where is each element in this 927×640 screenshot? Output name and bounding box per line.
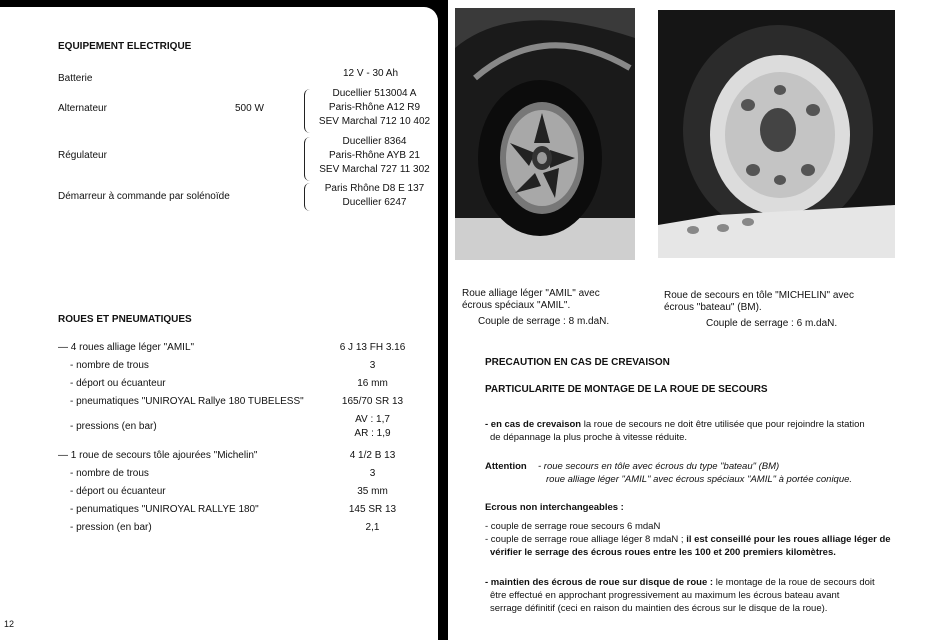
demarreur-label: Démarreur à commande par solénoïde bbox=[58, 191, 230, 202]
precaution-title: PRECAUTION EN CAS DE CREVAISON bbox=[485, 357, 670, 368]
alternateur-value-2: Paris-Rhône A12 R9 bbox=[328, 102, 421, 113]
maintien-line3: serrage définitif (ceci en raison du maintien des écrous sur le disque de la roue). bbox=[490, 603, 828, 614]
roues-row-label: - pression (en bar) bbox=[70, 522, 152, 533]
caption-right-line1: Roue de secours en tôle "MICHELIN" avec bbox=[664, 290, 854, 301]
ecrous-title: Ecrous non interchangeables : bbox=[485, 502, 624, 513]
attention-line2: roue alliage léger "AMIL" avec écrous spéciaux "AMIL" à portée conique. bbox=[546, 474, 853, 485]
ecrous-line3: vérifier le serrage des écrous roues entre les 100 et 200 premiers kilomètres. bbox=[490, 547, 836, 558]
caption-left-line2: écrous spéciaux "AMIL". bbox=[462, 300, 571, 311]
left-page bbox=[0, 7, 438, 640]
ecrous-line2-text: - couple de serrage roue alliage léger 8 mdaN ; bbox=[485, 534, 684, 545]
roues-row-label: - nombre de trous bbox=[70, 360, 149, 371]
roues-row-value: AV : 1,7 bbox=[355, 414, 390, 425]
roues-row-value: 3 bbox=[369, 468, 376, 479]
roues-row-label: - pneumatiques "UNIROYAL Rallye 180 TUBELESS" bbox=[70, 396, 304, 407]
caption-right-line3: Couple de serrage : 6 m.daN. bbox=[706, 318, 838, 329]
maintien-bold: - maintien des écrous de roue sur disque de roue : bbox=[485, 577, 714, 588]
demarreur-value-2: Ducellier 6247 bbox=[342, 197, 407, 208]
roues-row-label: - déport ou écuanteur bbox=[70, 486, 166, 497]
brace bbox=[304, 137, 311, 181]
crevaison-line2: de dépannage la plus proche à vitesse réduite. bbox=[490, 432, 687, 443]
roues-row-value: 35 mm bbox=[357, 486, 388, 497]
right-page bbox=[448, 0, 927, 640]
roues-row-value: 16 mm bbox=[357, 378, 388, 389]
regulateur-label: Régulateur bbox=[58, 150, 107, 161]
section-title-electrique: EQUIPEMENT ELECTRIQUE bbox=[58, 41, 192, 52]
roues-row-label: - nombre de trous bbox=[70, 468, 149, 479]
attention-label: Attention bbox=[485, 461, 527, 472]
alternateur-value-1: Ducellier 513004 A bbox=[332, 88, 417, 99]
regulateur-value-3: SEV Marchal 727 11 302 bbox=[319, 164, 430, 175]
brace bbox=[304, 89, 311, 133]
spare-wheel-image bbox=[658, 10, 895, 258]
alternateur-label: Alternateur bbox=[58, 103, 107, 114]
roues-row-value: 6 J 13 FH 3.16 bbox=[339, 342, 406, 353]
roues-row-label: - penumatiques "UNIROYAL RALLYE 180" bbox=[70, 504, 259, 515]
brace bbox=[304, 183, 311, 211]
roues-row-value: 145 SR 13 bbox=[348, 504, 397, 515]
crevaison-line1 bbox=[485, 419, 865, 431]
roues-row-label: — 1 roue de secours tôle ajourées "Michelin" bbox=[58, 450, 258, 461]
caption-left-line1: Roue alliage léger "AMIL" avec bbox=[462, 288, 600, 299]
maintien-line2: être effectué en approchant progressivement au maximum les écrous bateau avant bbox=[490, 590, 840, 601]
roues-row-label: - pressions (en bar) bbox=[70, 421, 157, 432]
page-number: 12 bbox=[4, 619, 15, 629]
alloy-wheel-photo bbox=[455, 8, 635, 260]
maintien-text: le montage de la roue de secours doit bbox=[713, 577, 875, 588]
regulateur-value-2: Paris-Rhône AYB 21 bbox=[329, 150, 420, 161]
roues-row-label: - déport ou écuanteur bbox=[70, 378, 166, 389]
roues-row-label: — 4 roues alliage léger "AMIL" bbox=[58, 342, 195, 353]
roues-row-value: AR : 1,9 bbox=[354, 428, 391, 439]
roues-row-value: 2,1 bbox=[365, 522, 380, 533]
ecrous-line2 bbox=[485, 534, 891, 546]
regulateur-value-1: Ducellier 8364 bbox=[342, 136, 407, 147]
ecrous-line1: - couple de serrage roue secours 6 mdaN bbox=[485, 521, 661, 532]
particularite-title: PARTICULARITE DE MONTAGE DE LA ROUE DE SECOURS bbox=[485, 384, 768, 395]
alternateur-value-3: SEV Marchal 712 10 402 bbox=[318, 116, 431, 127]
demarreur-value-1: Paris Rhône D8 E 137 bbox=[324, 183, 425, 194]
maintien-line1 bbox=[485, 577, 875, 589]
ecrous-line2-bold: il est conseillé pour les roues alliage léger de bbox=[683, 534, 891, 545]
roues-row-value: 165/70 SR 13 bbox=[341, 396, 404, 407]
crevaison-text: la roue de secours ne doit être utilisée que pour rejoindre la station bbox=[581, 419, 865, 430]
batterie-label: Batterie bbox=[58, 73, 93, 84]
section-title-roues: ROUES ET PNEUMATIQUES bbox=[58, 314, 192, 325]
caption-left-line3: Couple de serrage : 8 m.daN. bbox=[478, 316, 610, 327]
alternateur-power: 500 W bbox=[235, 103, 264, 114]
batterie-value: 12 V - 30 Ah bbox=[343, 68, 399, 79]
caption-right-line2: écrous "bateau" (BM). bbox=[664, 302, 762, 313]
spare-wheel-photo bbox=[658, 10, 895, 258]
roues-row-value: 3 bbox=[369, 360, 376, 371]
crevaison-bold: - en cas de crevaison bbox=[485, 419, 582, 430]
alloy-wheel-image bbox=[455, 8, 635, 260]
attention-line1: - roue secours en tôle avec écrous du type "bateau" (BM) bbox=[538, 461, 780, 472]
roues-row-value: 4 1/2 B 13 bbox=[349, 450, 396, 461]
